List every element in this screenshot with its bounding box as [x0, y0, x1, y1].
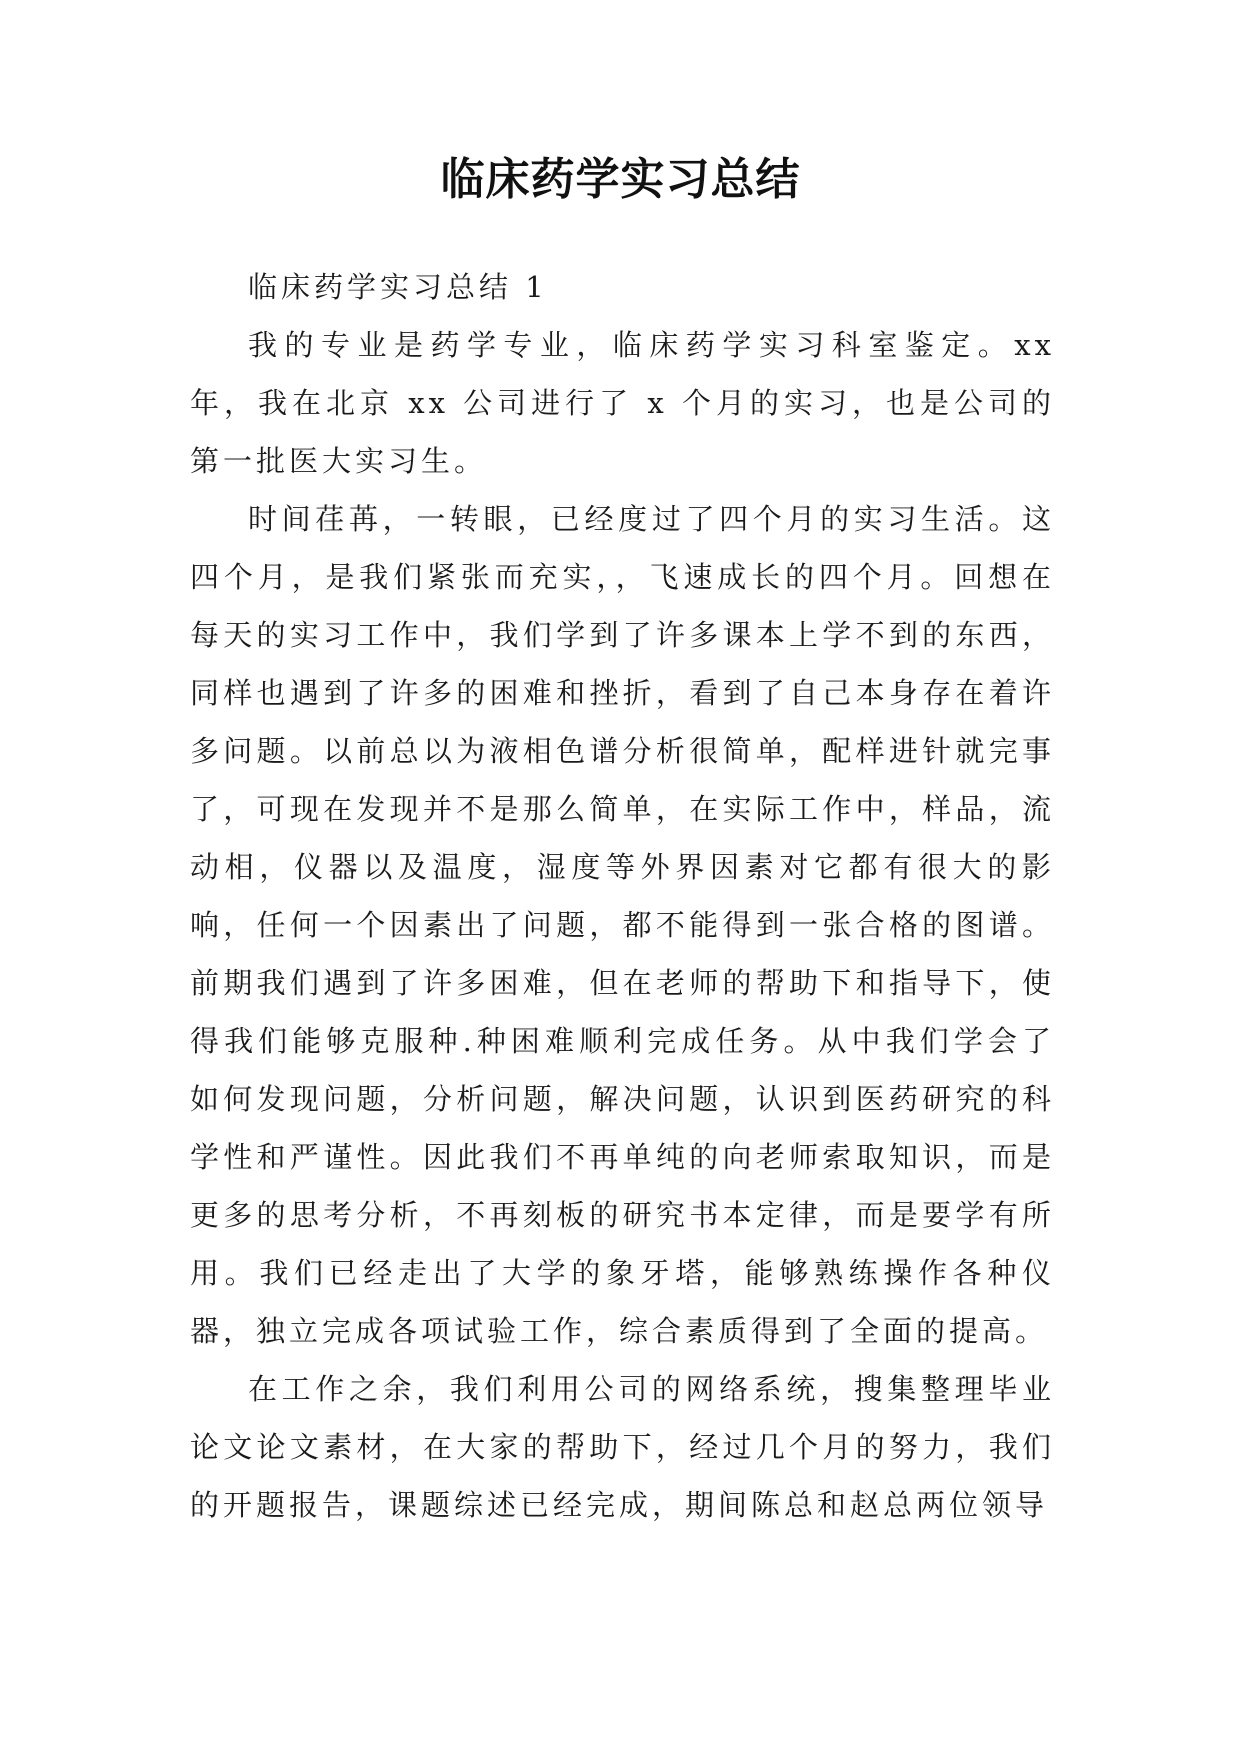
document-title: 临床药学实习总结	[440, 154, 801, 205]
document-body	[190, 258, 1055, 1534]
section-heading: 临床药学实习总结 1	[248, 270, 548, 304]
paragraph-1: 我的专业是药学专业，临床药学实习科室鉴定。xx 年，我在北京 xx 公司进行了 x 个月的实习，也是公司的第一批医大实习生。	[190, 328, 1055, 478]
paragraph-3: 在工作之余，我们利用公司的网络系统，搜集整理毕业论文论文素材，在大家的帮助下，经过几个月的努力，我们的开题报告，课题综述已经完成，期间陈总和赵总两位领导	[190, 1372, 1055, 1522]
paragraph-2: 时间荏苒，一转眼，已经度过了四个月的实习生活。这四个月，是我们紧张而充实，，飞速成长的四个月。回想在每天的实习工作中，我们学到了许多课本上学不到的东西，同样也遇到了许多的困难和挫折，看到了自己本身存在着许多问题。以前总以为液相色谱分析很简单，配样进针就完事了，可现在发现并不是那么简单，在实际工作中，样品，流动相，仪器以及温度，湿度等外界因素对它都有很大的影响，任何一个因素出了问题，都不能得到一张合格的图谱。前期我们遇到了许多困难，但在老师的帮助下和指导下，使得我们能够克服种.种困难顺利完成任务。从中我们学会了如何发现问题，分析问题，解决问题，认识到医药研究的科学性和严谨性。因此我们不再单纯的向老师索取知识，而是更多的思考分析，不再刻板的研究书本定律，而是要学有所用。我们已经走出了大学的象牙塔，能够熟练操作各种仪器，独立完成各项试验工作，综合素质得到了全面的提高。	[190, 502, 1055, 1348]
